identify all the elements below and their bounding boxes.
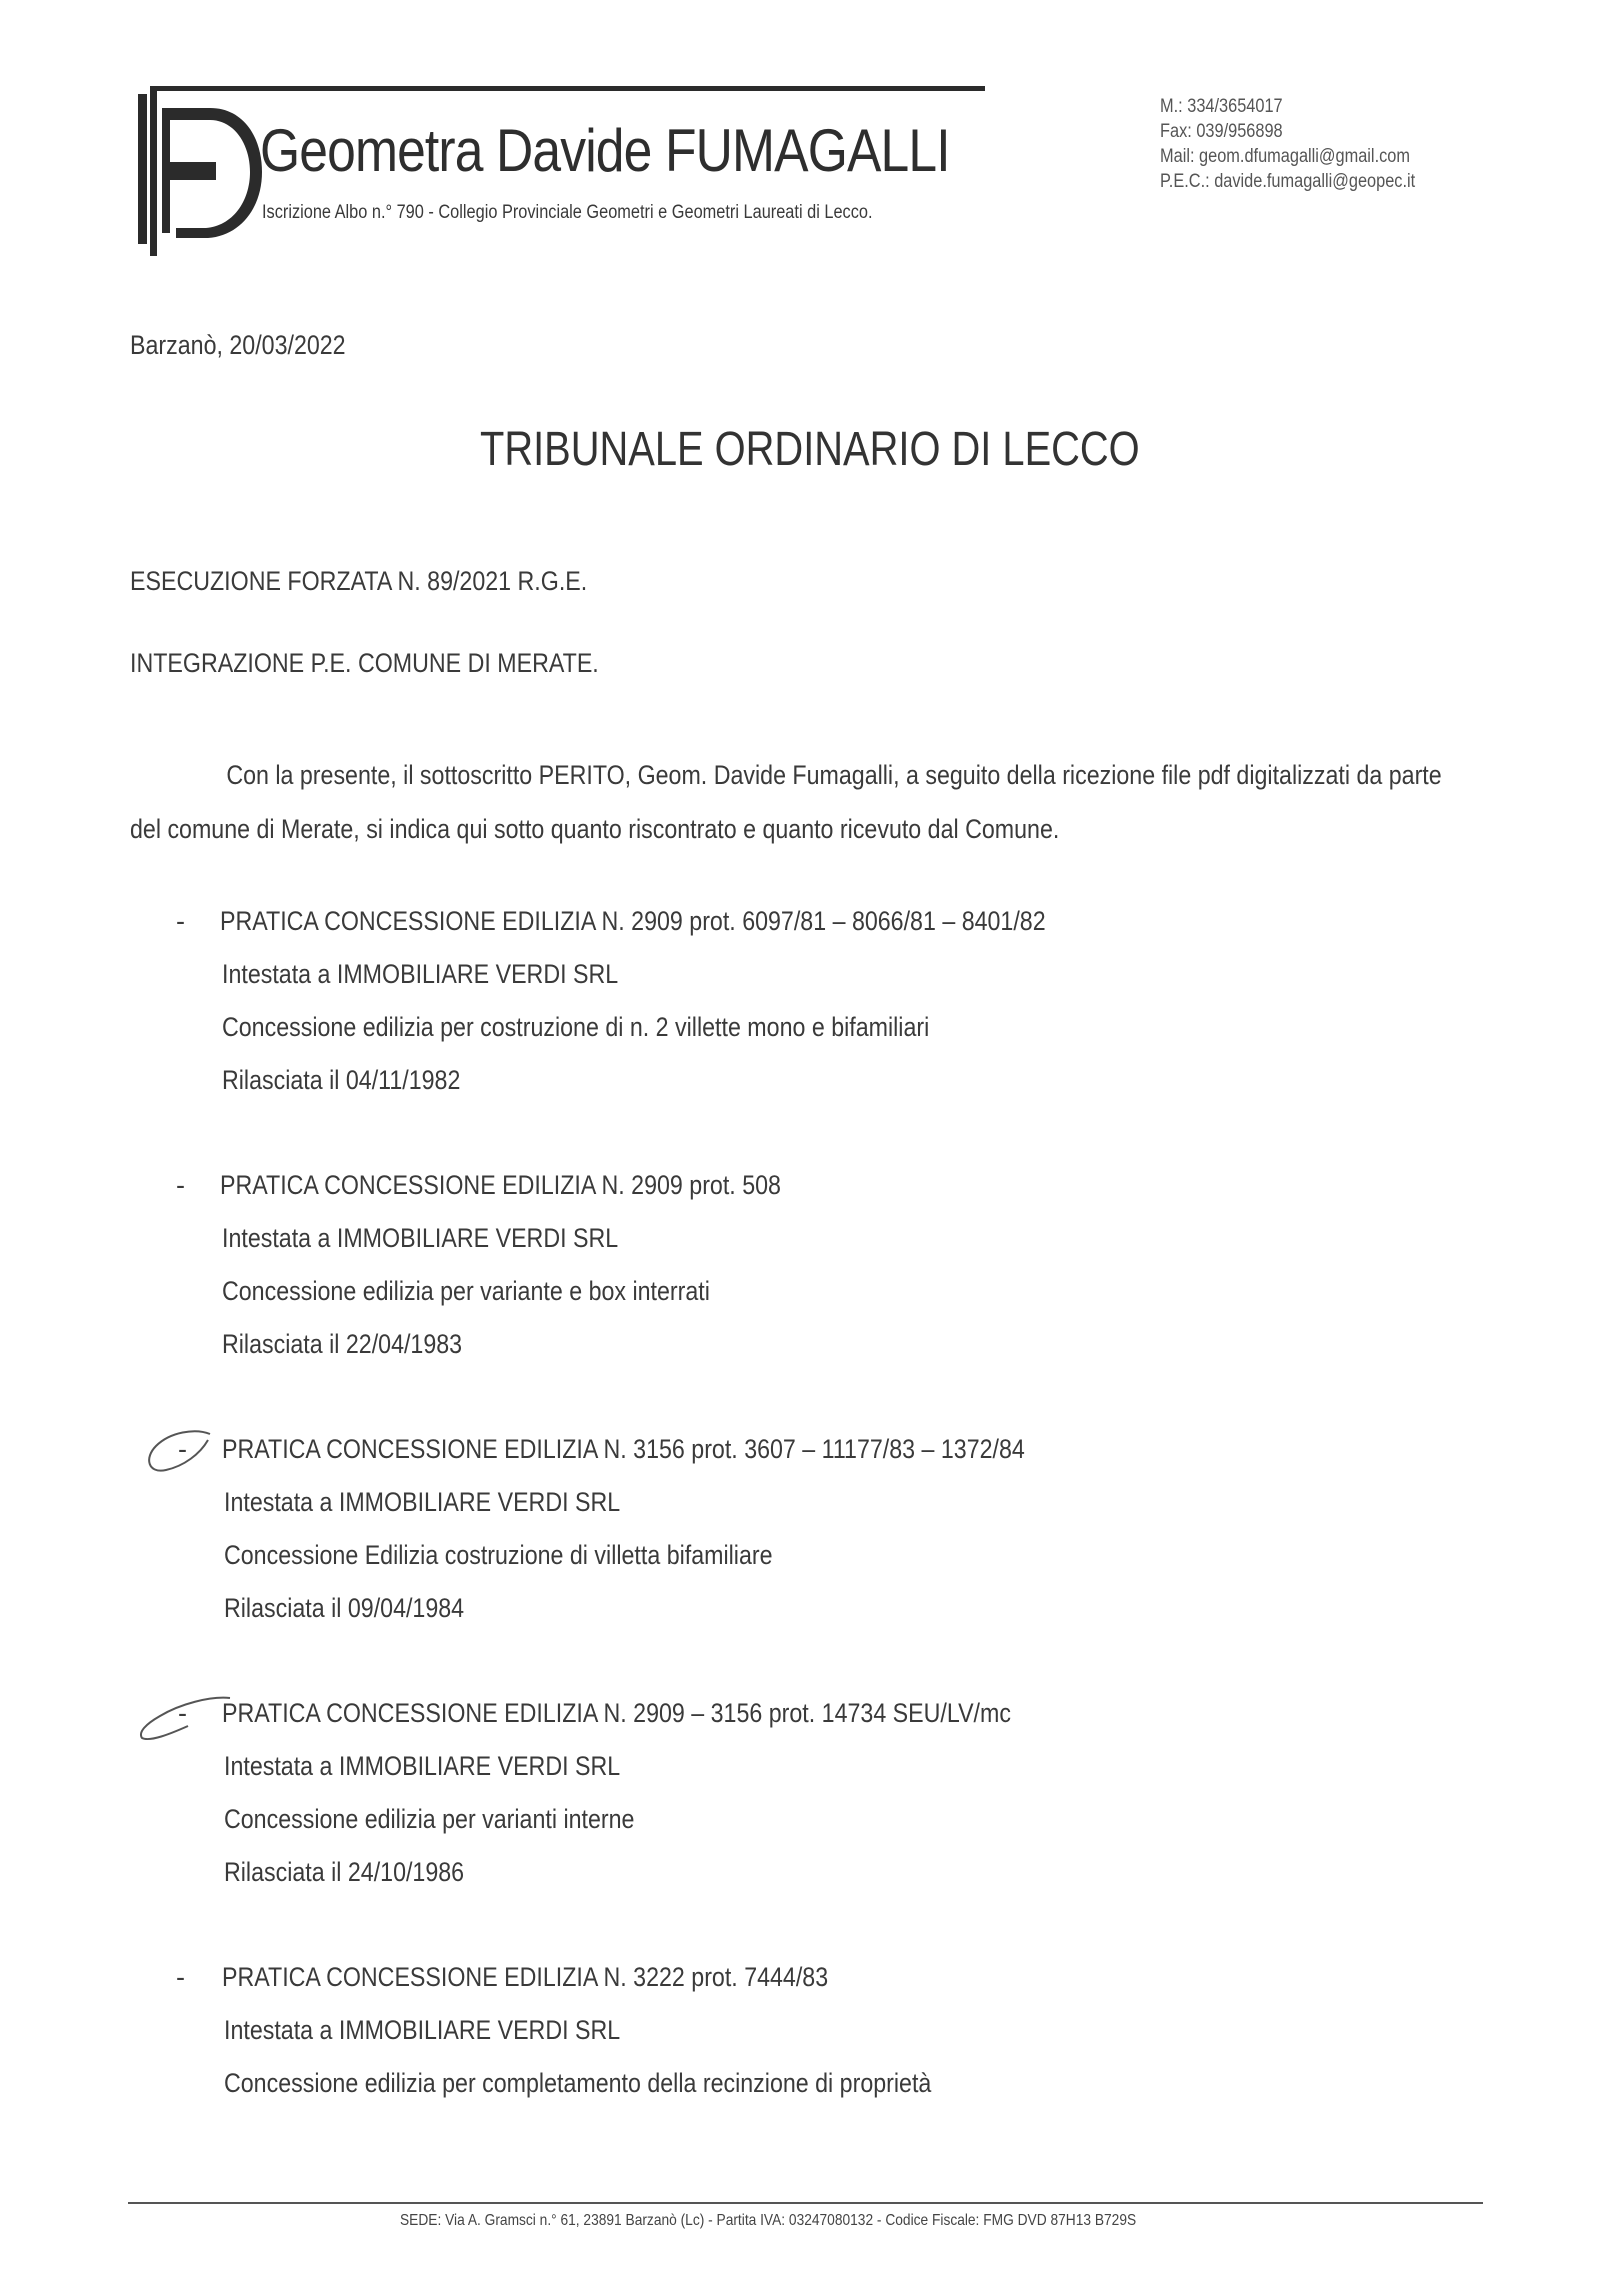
practice-title: PRATICA CONCESSIONE EDILIZIA N. 2909 prot. 508: [220, 1170, 781, 1200]
practice-title: PRATICA CONCESSIONE EDILIZIA N. 2909 prot. 6097/81 – 8066/81 – 8401/82: [220, 906, 1046, 936]
practice-description: Concessione edilizia per variante e box interrati: [222, 1276, 710, 1306]
footer-rule: [128, 2202, 1483, 2204]
practice-holder: Intestata a IMMOBILIARE VERDI SRL: [222, 1223, 619, 1253]
contact-mobile: M.: 334/3654017: [1160, 96, 1283, 117]
pen-tick-mark: [130, 1690, 240, 1760]
contact-block: [1160, 94, 1415, 194]
practice-description: Concessione edilizia per costruzione di n. 2 villette mono e bifamiliari: [222, 1012, 930, 1042]
pen-circle-mark: [140, 1424, 220, 1484]
subject-line: INTEGRAZIONE P.E. COMUNE DI MERATE.: [130, 648, 599, 678]
practice-issued: Rilasciata il 24/10/1986: [224, 1857, 465, 1887]
header-rule: [150, 86, 985, 91]
practice-holder: Intestata a IMMOBILIARE VERDI SRL: [224, 2015, 621, 2045]
bullet-dash: -: [178, 1698, 187, 1728]
document-title: TRIBUNALE ORDINARIO DI LECCO: [480, 423, 1140, 476]
practice-issued: Rilasciata il 09/04/1984: [224, 1593, 465, 1623]
footer-text: SEDE: Via A. Gramsci n.° 61, 23891 Barzanò (Lc) - Partita IVA: 03247080132 - Codice Fiscale: FMG DVD 87H13 B729S: [400, 2212, 1137, 2229]
contact-pec: P.E.C.: davide.fumagalli@geopec.it: [1160, 171, 1416, 192]
intro-paragraph: [130, 748, 1530, 856]
practice-description: Concessione edilizia per varianti interne: [224, 1804, 635, 1834]
bullet-dash: -: [176, 1962, 185, 1992]
practice-title: PRATICA CONCESSIONE EDILIZIA N. 2909 – 3156 prot. 14734 SEU/LV/mc: [222, 1698, 1011, 1728]
practice-holder: Intestata a IMMOBILIARE VERDI SRL: [224, 1487, 621, 1517]
bullet-dash: -: [176, 1170, 185, 1200]
practice-description: Concessione Edilizia costruzione di villetta bifamiliare: [224, 1540, 773, 1570]
registration-line: Iscrizione Albo n.° 790 - Collegio Provinciale Geometri e Geometri Laureati di Lecco.: [262, 202, 873, 223]
practice-issued: Rilasciata il 04/11/1982: [222, 1065, 461, 1095]
intro-line-2: del comune di Merate, si indica qui sotto quanto riscontrato e quanto ricevuto dal Comune.: [130, 814, 1060, 844]
bullet-dash: -: [176, 906, 185, 936]
practice-holder: Intestata a IMMOBILIARE VERDI SRL: [222, 959, 619, 989]
brand-name: Geometra Davide FUMAGALLI: [260, 117, 950, 184]
intro-line-1: Con la presente, il sottoscritto PERITO, Geom. Davide Fumagalli, a seguito della ricezione file pdf digitalizzati da parte: [226, 760, 1442, 790]
bullet-dash: -: [178, 1434, 187, 1464]
case-line: ESECUZIONE FORZATA N. 89/2021 R.G.E.: [130, 566, 588, 596]
practice-holder: Intestata a IMMOBILIARE VERDI SRL: [224, 1751, 621, 1781]
contact-fax: Fax: 039/956898: [1160, 121, 1283, 142]
gf-monogram-icon: [136, 88, 266, 256]
practice-title: PRATICA CONCESSIONE EDILIZIA N. 3222 prot. 7444/83: [222, 1962, 829, 1992]
date-line: Barzanò, 20/03/2022: [130, 330, 346, 360]
practice-issued: Rilasciata il 22/04/1983: [222, 1329, 463, 1359]
practice-description: Concessione edilizia per completamento della recinzione di proprietà: [224, 2068, 932, 2098]
practice-title: PRATICA CONCESSIONE EDILIZIA N. 3156 prot. 3607 – 11177/83 – 1372/84: [222, 1434, 1025, 1464]
contact-mail: Mail: geom.dfumagalli@gmail.com: [1160, 146, 1410, 167]
